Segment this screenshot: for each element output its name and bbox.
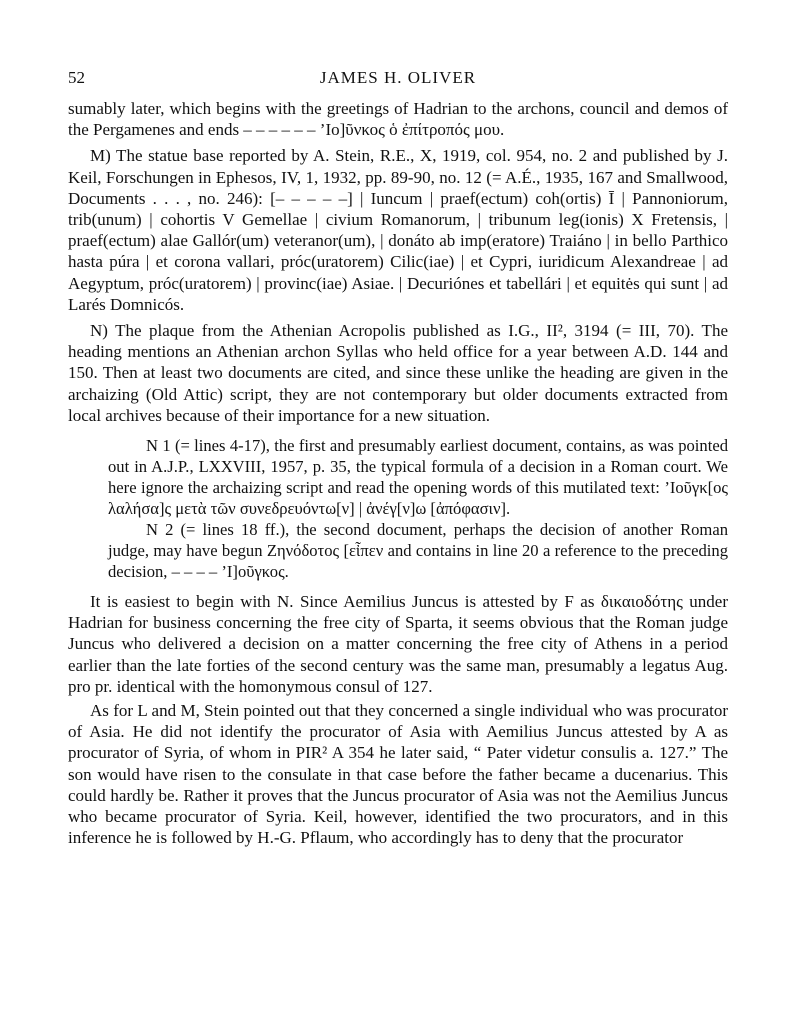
- paragraph-continuation: sumably later, which begins with the greetings of Hadrian to the archons, council and demos of the Pergamenes and ends ‒ ‒ ‒ ‒ ‒ ‒ ’Ιο]ῦνκος ὁ ἐπίτροπός μου.: [68, 99, 728, 140]
- page-header: [68, 62, 728, 90]
- paragraph-juncus: It is easiest to begin with N. Since Aemilius Juncus is attested by F as δικαιοδότης under Hadrian for business concerning the free city of Sparta, it seems obvious that the Roman judge Juncus who delivered a decision on a matter concerning the free city of Athens in a period earlier than the late forties of the second century was the same man, presumably a legatus Aug. pro pr. identical with the homonymous consul of 127.: [68, 592, 728, 696]
- paragraph-n2: N 2 (= lines 18 ff.), the second document, perhaps the decision of another Roman judge, may have begun Ζηνόδοτος [εἶπεν and contains in line 20 a reference to the preceding decision, ‒ ‒ ‒ ‒ ’Ι]οῦγκος.: [108, 520, 728, 582]
- paragraph-n1: N 1 (= lines 4-17), the first and presumably earliest document, contains, as was pointed out in A.J.P., LXXVIII, 1957, p. 35, the typical formula of a decision in a Roman court. We here ignore the archaizing script and read the opening words of this mutilated text: ’Ιοῦγκ[ος λαλήσα]ς μετὰ τῶν συνεδρευόντω[ν] | ἀνέγ[ν]ω [ἀπόφασιν].: [108, 436, 728, 519]
- page-number: 52: [68, 68, 85, 87]
- indented-block: [68, 435, 728, 582]
- paragraph-n: N) The plaque from the Athenian Acropolis published as I.G., II², 3194 (= III, 70). The heading mentions an Athenian archon Syllas who held office for a year between A.D. 144 and 150. Then at least two documents are cited, and since these unlike the heading are given in the archaizing (Old Attic) script, they are not contemporary but older documents extracted from local archives because of their importance for a new situation.: [68, 321, 728, 425]
- running-head: JAMES H. OLIVER: [319, 68, 477, 87]
- paragraph-l-and-m: As for L and M, Stein pointed out that they concerned a single individual who was procurator of Asia. He did not identify the procurator of Asia with Aemilius Juncus attested by A as procurator of Syria, of whom in PIR² A 354 he later said, “ Pater videtur consulis a. 127.” The son would have risen to the consulate in that case before the father became a ducenarius. This could hardly be. Rather it proves that the Juncus procurator of Asia was not the Aemilius Juncus who became procurator of Syria. Keil, however, identified the two procurators, and in this inference he is followed by H.-G. Pflaum, who accordingly has to deny that the procurator: [68, 701, 728, 848]
- page: [68, 62, 728, 848]
- paragraph-m: M) The statue base reported by A. Stein, R.E., X, 1919, col. 954, no. 2 and published by J. Keil, Forschungen in Ephesos, IV, 1, 1932, pp. 89-90, no. 12 (= A.É., 1935, 167 and Smallwood, Documents . . . , no. 246): [‒ ‒ ‒ ‒ ‒] | Iuncum | praef(ectum) coh(ortis) Ī | Pannoniorum, trib(unum) | cohortis V Gemellae | civium Romanorum, | tribunum leg(ionis) X Fretensis, | praef(ectum) alae Gallór(um) veteranor(um), | donáto ab imp(eratore) Traiáno | in bello Parthico hasta púra | et corona vallari, próc(uratorem) Cilic(iae) | et Cypri, iuridicum Alexandreae | ad Aegyptum, próc(uratorem) | provinc(iae) Asiae. | Decuriónes et tabellári | et equitės qui sunt | ad Larés Domnicós.: [68, 146, 728, 314]
